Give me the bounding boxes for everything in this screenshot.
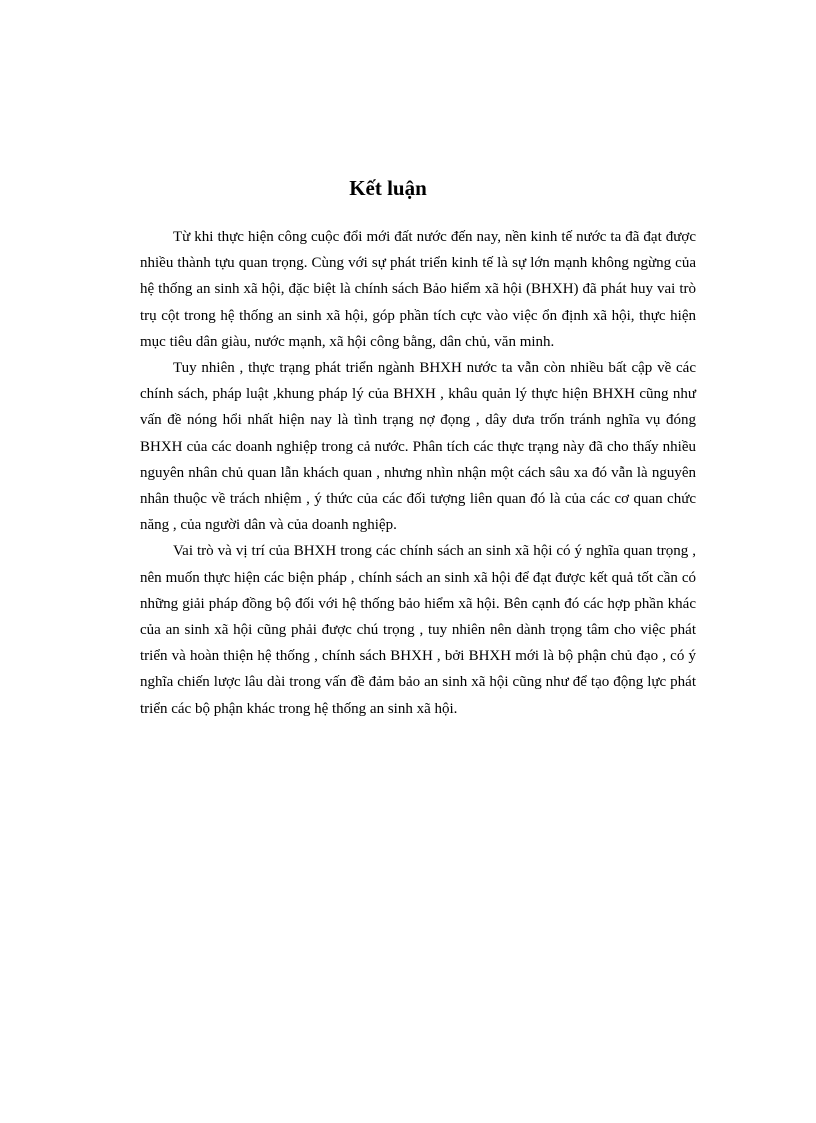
page-title: Kết luận <box>349 176 427 200</box>
document-body <box>140 224 696 722</box>
paragraph-2: Tuy nhiên , thực trạng phát triển ngành BHXH nước ta vẫn còn nhiều bất cập về các chính sách, pháp luật ,khung pháp lý của BHXH , khâu quản lý thực hiện BHXH cũng như vấn đề nóng hổi nhất hiện nay là tình trạng nợ đọng , dây dưa trốn tránh nghĩa vụ đóng BHXH của các doanh nghiệp trong cả nước. Phân tích các thực trạng này đã cho thấy nhiều nguyên nhân chủ quan lẫn khách quan , nhưng nhìn nhận một cách sâu xa đó vẫn là nguyên nhân thuộc về trách nhiệm , ý thức của các đối tượng liên quan đó là của các cơ quan chức năng , của người dân và của doanh nghiệp. <box>140 360 696 534</box>
paragraph-3: Vai trò và vị trí của BHXH trong các chính sách an sinh xã hội có ý nghĩa quan trọng , nên muốn thực hiện các biện pháp , chính sách an sinh xã hội để đạt được kết quả tốt cần có những giải pháp đồng bộ đối với hệ thống bảo hiểm xã hội. Bên cạnh đó các hợp phần khác của an sinh xã hội cũng phải được chú trọng , tuy nhiên nên dành trọng tâm cho việc phát triển và hoàn thiện hệ thống , chính sách BHXH , bởi BHXH mới là bộ phận chủ đạo , có ý nghĩa chiến lược lâu dài trong vấn đề đảm bảo an sinh xã hội cũng như để tạo động lực phát triển các bộ phận khác trong hệ thống an sinh xã hội. <box>140 543 696 717</box>
paragraph-1: Từ khi thực hiện công cuộc đổi mới đất nước đến nay, nền kinh tế nước ta đã đạt được nhiều thành tựu quan trọng. Cùng với sự phát triển kinh tế là sự lớn mạnh không ngừng của hệ thống an sinh xã hội, đặc biệt là chính sách Bảo hiểm xã hội (BHXH) đã phát huy vai trò trụ cột trong hệ thống an sinh xã hội, góp phần tích cực vào việc ổn định xã hội, thực hiện mục tiêu dân giàu, nước mạnh, xã hội công bằng, dân chủ, văn minh. <box>140 229 696 350</box>
